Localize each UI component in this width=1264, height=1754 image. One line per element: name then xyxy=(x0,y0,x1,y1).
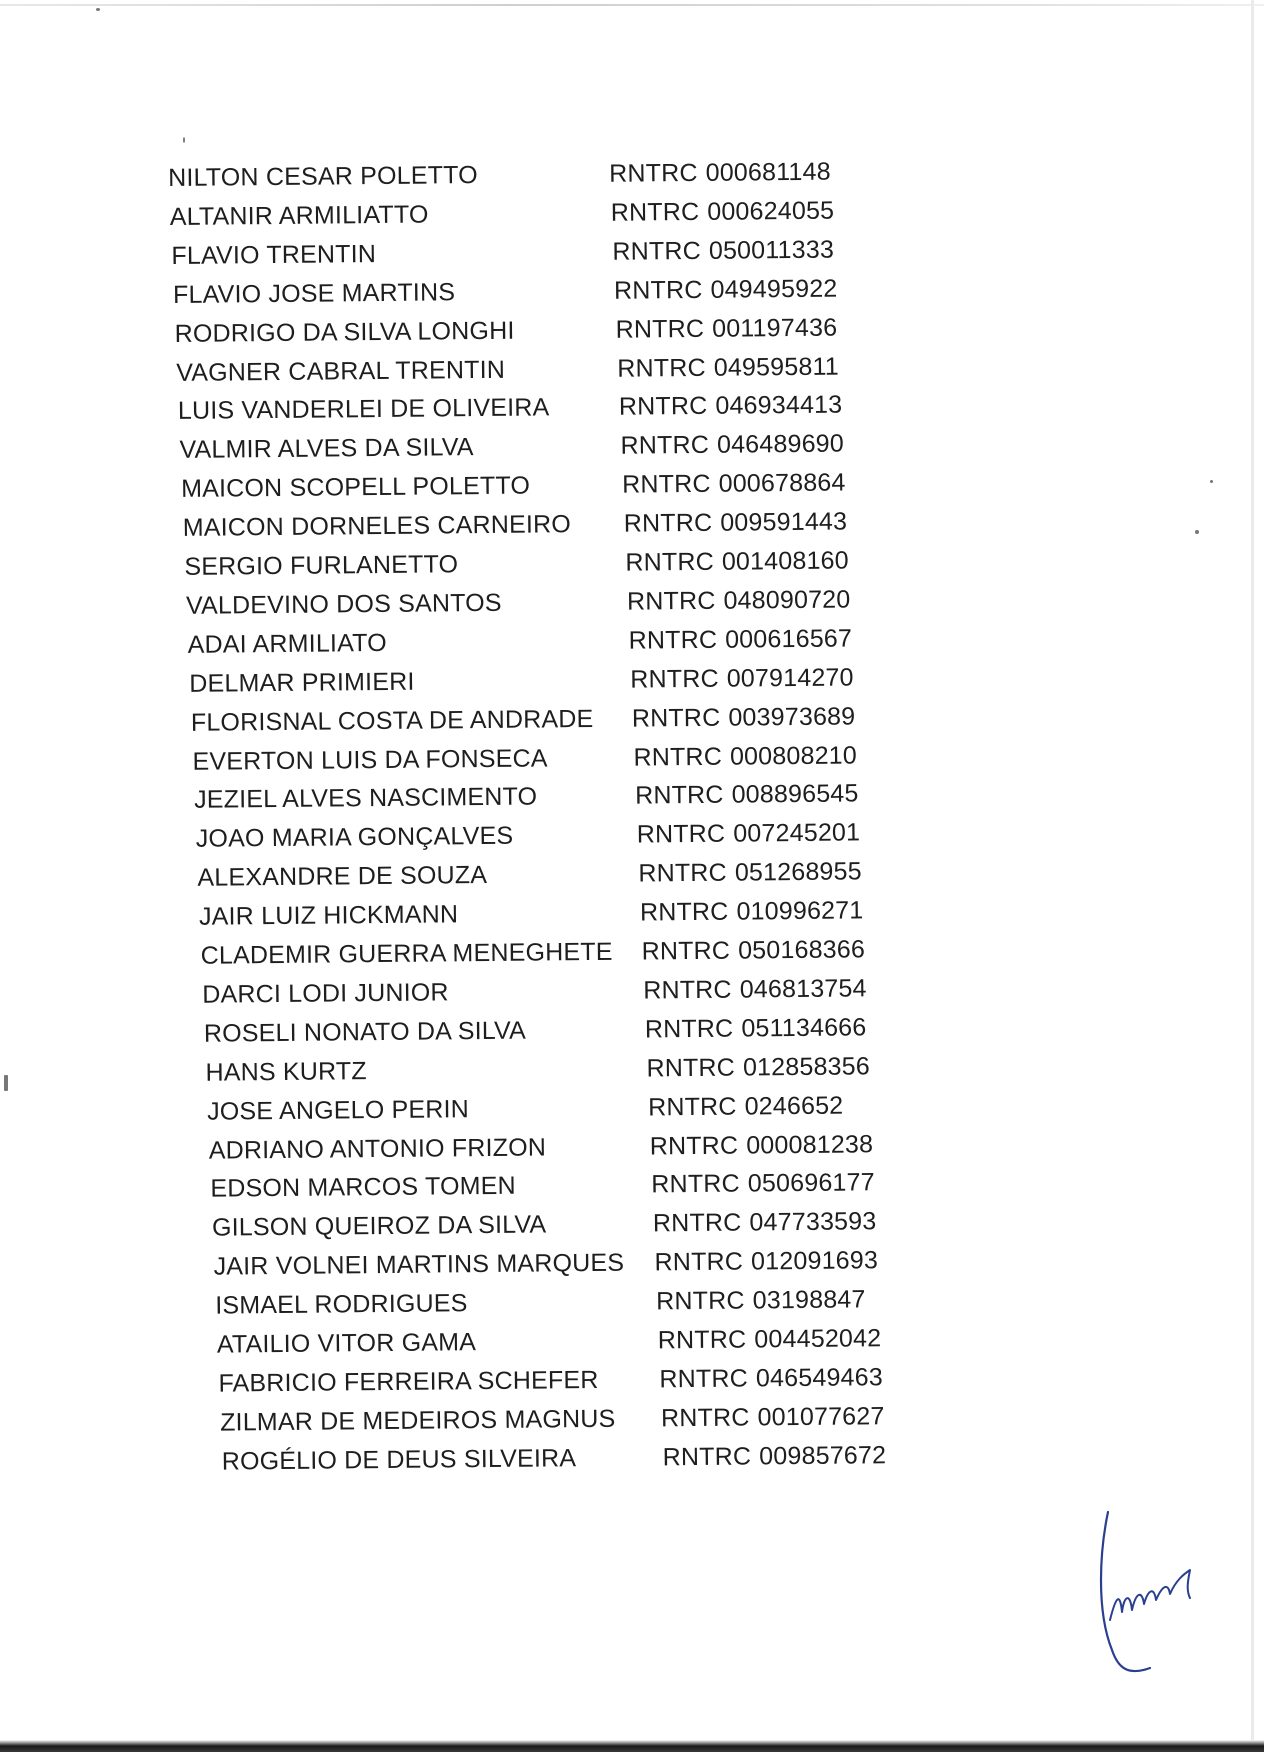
transporter-name: DELMAR PRIMIERI xyxy=(189,665,415,699)
rntrc-label: RNTRC xyxy=(632,703,721,732)
rntrc-label: RNTRC xyxy=(645,1014,734,1043)
transporter-name: VALDEVINO DOS SANTOS xyxy=(186,587,502,622)
rntrc-registration xyxy=(659,1361,883,1395)
rntrc-registration xyxy=(630,661,854,695)
rntrc-number: 000616567 xyxy=(725,624,852,653)
rntrc-label: RNTRC xyxy=(661,1403,750,1432)
rntrc-label: RNTRC xyxy=(630,664,719,693)
transporter-name: FLAVIO JOSE MARTINS xyxy=(173,276,455,311)
rntrc-registration xyxy=(645,1011,867,1045)
rntrc-number: 050696177 xyxy=(748,1169,875,1198)
rntrc-registration xyxy=(619,389,843,423)
rntrc-registration xyxy=(625,545,849,579)
rntrc-number: 046489690 xyxy=(717,430,844,459)
rntrc-number: 046813754 xyxy=(740,974,867,1003)
transporter-name: FABRICIO FERREIRA SCHEFER xyxy=(218,1364,598,1400)
rntrc-number: 000681148 xyxy=(706,158,831,187)
transporter-name: JOAO MARIA GONÇALVES xyxy=(196,820,514,855)
rntrc-registration xyxy=(663,1439,887,1473)
rntrc-registration xyxy=(624,506,848,540)
rntrc-number: 050011333 xyxy=(709,235,834,264)
rntrc-label: RNTRC xyxy=(628,626,717,655)
transporter-name: ALEXANDRE DE SOUZA xyxy=(197,859,487,894)
rntrc-label: RNTRC xyxy=(633,742,722,771)
rntrc-label: RNTRC xyxy=(650,1131,739,1160)
rntrc-registration xyxy=(632,700,856,734)
rntrc-number: 0246652 xyxy=(744,1091,843,1120)
rntrc-number: 050168366 xyxy=(738,935,865,964)
rntrc-label: RNTRC xyxy=(624,509,713,538)
rntrc-registration xyxy=(650,1128,874,1162)
transporter-name: JEZIEL ALVES NASCIMENTO xyxy=(194,781,537,816)
rntrc-registration xyxy=(622,467,846,501)
rntrc-number: 000624055 xyxy=(707,197,834,226)
rntrc-label: RNTRC xyxy=(625,548,714,577)
transporter-name: FLORISNAL COSTA DE ANDRADE xyxy=(191,703,594,739)
rntrc-registration xyxy=(661,1400,885,1434)
rntrc-registration xyxy=(609,156,831,190)
rntrc-number: 003973689 xyxy=(728,702,855,731)
rntrc-label: RNTRC xyxy=(637,820,726,849)
rntrc-number: 012858356 xyxy=(743,1052,870,1081)
transporter-name: EDSON MARCOS TOMEN xyxy=(210,1170,516,1205)
rntrc-number: 048090720 xyxy=(723,585,850,614)
rntrc-label: RNTRC xyxy=(654,1248,743,1277)
rntrc-label: RNTRC xyxy=(612,237,701,266)
rntrc-label: RNTRC xyxy=(635,781,724,810)
rntrc-number: 012091693 xyxy=(751,1246,878,1275)
rntrc-label: RNTRC xyxy=(648,1092,737,1121)
rntrc-registration xyxy=(611,195,835,229)
transporter-name: ZILMAR DE MEDEIROS MAGNUS xyxy=(220,1403,616,1439)
rntrc-number: 051268955 xyxy=(735,858,862,887)
rntrc-registration xyxy=(648,1089,844,1123)
transporter-name: ATAILIO VITOR GAMA xyxy=(217,1326,476,1360)
transporter-name: ROSELI NONATO DA SILVA xyxy=(204,1014,526,1049)
rntrc-label: RNTRC xyxy=(616,314,705,343)
rntrc-registration xyxy=(615,311,837,345)
rntrc-registration xyxy=(653,1206,877,1240)
rntrc-number: 000678864 xyxy=(719,469,846,498)
rntrc-number: 007914270 xyxy=(727,663,854,692)
transporter-name: RODRIGO DA SILVA LONGHI xyxy=(175,314,515,349)
rntrc-number: 009591443 xyxy=(720,508,847,537)
transporter-name: FLAVIO TRENTIN xyxy=(171,238,376,272)
rntrc-number: 03198847 xyxy=(753,1285,866,1314)
rntrc-number: 001197436 xyxy=(712,313,837,342)
rntrc-registration xyxy=(641,933,865,967)
transporter-name: HANS KURTZ xyxy=(205,1055,367,1089)
rntrc-number: 007245201 xyxy=(733,819,860,848)
rntrc-number: 001408160 xyxy=(722,547,849,576)
rntrc-label: RNTRC xyxy=(653,1209,742,1238)
transporter-name: SERGIO FURLANETTO xyxy=(184,548,458,583)
rntrc-label: RNTRC xyxy=(611,198,700,227)
rntrc-label: RNTRC xyxy=(640,898,729,927)
rntrc-registration xyxy=(614,272,838,306)
transporter-name: ADRIANO ANTONIO FRIZON xyxy=(209,1131,547,1166)
rntrc-label: RNTRC xyxy=(627,587,716,616)
rntrc-registration xyxy=(656,1283,866,1317)
rntrc-label: RNTRC xyxy=(656,1287,745,1316)
rntrc-label: RNTRC xyxy=(658,1326,747,1355)
rntrc-number: 009857672 xyxy=(759,1441,886,1470)
rntrc-label: RNTRC xyxy=(620,431,709,460)
rntrc-registration xyxy=(612,233,834,267)
rntrc-registration xyxy=(658,1322,882,1356)
transporter-name: ADAI ARMILIATO xyxy=(187,627,386,661)
rntrc-number: 049495922 xyxy=(710,274,837,303)
rntrc-registration xyxy=(646,1050,870,1084)
rntrc-registration xyxy=(643,972,867,1006)
rntrc-registration xyxy=(638,856,862,890)
rntrc-label: RNTRC xyxy=(651,1170,740,1199)
rntrc-number: 046934413 xyxy=(715,391,842,420)
transporter-name: EVERTON LUIS DA FONSECA xyxy=(192,742,547,777)
transporter-name: MAICON DORNELES CARNEIRO xyxy=(183,508,571,544)
scan-bottom-edge xyxy=(0,1740,1264,1752)
rntrc-label: RNTRC xyxy=(614,276,703,305)
transporter-name: CLADEMIR GUERRA MENEGHETE xyxy=(200,936,612,972)
transporter-name: GILSON QUEIROZ DA SILVA xyxy=(212,1209,547,1244)
rntrc-label: RNTRC xyxy=(663,1442,752,1471)
rntrc-label: RNTRC xyxy=(619,392,708,421)
rntrc-registration xyxy=(627,583,851,617)
rntrc-label: RNTRC xyxy=(622,470,711,499)
rntrc-label: RNTRC xyxy=(643,976,732,1005)
rntrc-registration xyxy=(651,1167,875,1201)
rntrc-label: RNTRC xyxy=(641,937,730,966)
rntrc-label: RNTRC xyxy=(638,859,727,888)
handwritten-signature xyxy=(1090,1500,1210,1690)
rntrc-number: 004452042 xyxy=(754,1324,881,1353)
transporter-name: NILTON CESAR POLETTO xyxy=(168,159,478,194)
transporter-name: JOSE ANGELO PERIN xyxy=(207,1093,469,1128)
transporter-name: ISMAEL RODRIGUES xyxy=(215,1287,468,1321)
rntrc-label: RNTRC xyxy=(617,353,706,382)
transporter-name: VAGNER CABRAL TRENTIN xyxy=(176,353,505,388)
rntrc-number: 051134666 xyxy=(741,1013,866,1042)
rntrc-number: 008896545 xyxy=(731,780,858,809)
rntrc-registration xyxy=(637,817,861,851)
transporter-name: VALMIR ALVES DA SILVA xyxy=(179,431,473,466)
transporter-name: LUIS VANDERLEI DE OLIVEIRA xyxy=(178,392,550,428)
rntrc-registration xyxy=(628,622,852,656)
rntrc-label: RNTRC xyxy=(609,159,698,188)
rntrc-number: 000808210 xyxy=(730,741,857,770)
rntrc-registration xyxy=(617,350,839,384)
rntrc-label: RNTRC xyxy=(646,1053,735,1082)
rntrc-label: RNTRC xyxy=(659,1364,748,1393)
rntrc-registration xyxy=(635,778,859,812)
rntrc-number: 000081238 xyxy=(746,1130,873,1159)
rntrc-number: 049595811 xyxy=(714,352,839,381)
transporter-name: JAIR VOLNEI MARTINS MARQUES xyxy=(213,1247,624,1283)
transporter-name: ROGÉLIO DE DEUS SILVEIRA xyxy=(222,1442,577,1477)
transporter-name: JAIR LUIZ HICKMANN xyxy=(199,898,458,932)
rntrc-number: 010996271 xyxy=(736,896,863,925)
rntrc-registration xyxy=(620,428,844,462)
transporter-name: ALTANIR ARMILIATTO xyxy=(170,198,429,232)
rntrc-number: 046549463 xyxy=(756,1363,883,1392)
transporter-name: DARCI LODI JUNIOR xyxy=(202,976,449,1010)
rntrc-registration xyxy=(640,894,864,928)
rntrc-registration xyxy=(633,739,857,773)
rntrc-number: 001077627 xyxy=(757,1402,884,1431)
rntrc-number: 047733593 xyxy=(749,1208,876,1237)
transporter-name: MAICON SCOPELL POLETTO xyxy=(181,470,530,505)
rntrc-registration xyxy=(654,1244,878,1278)
